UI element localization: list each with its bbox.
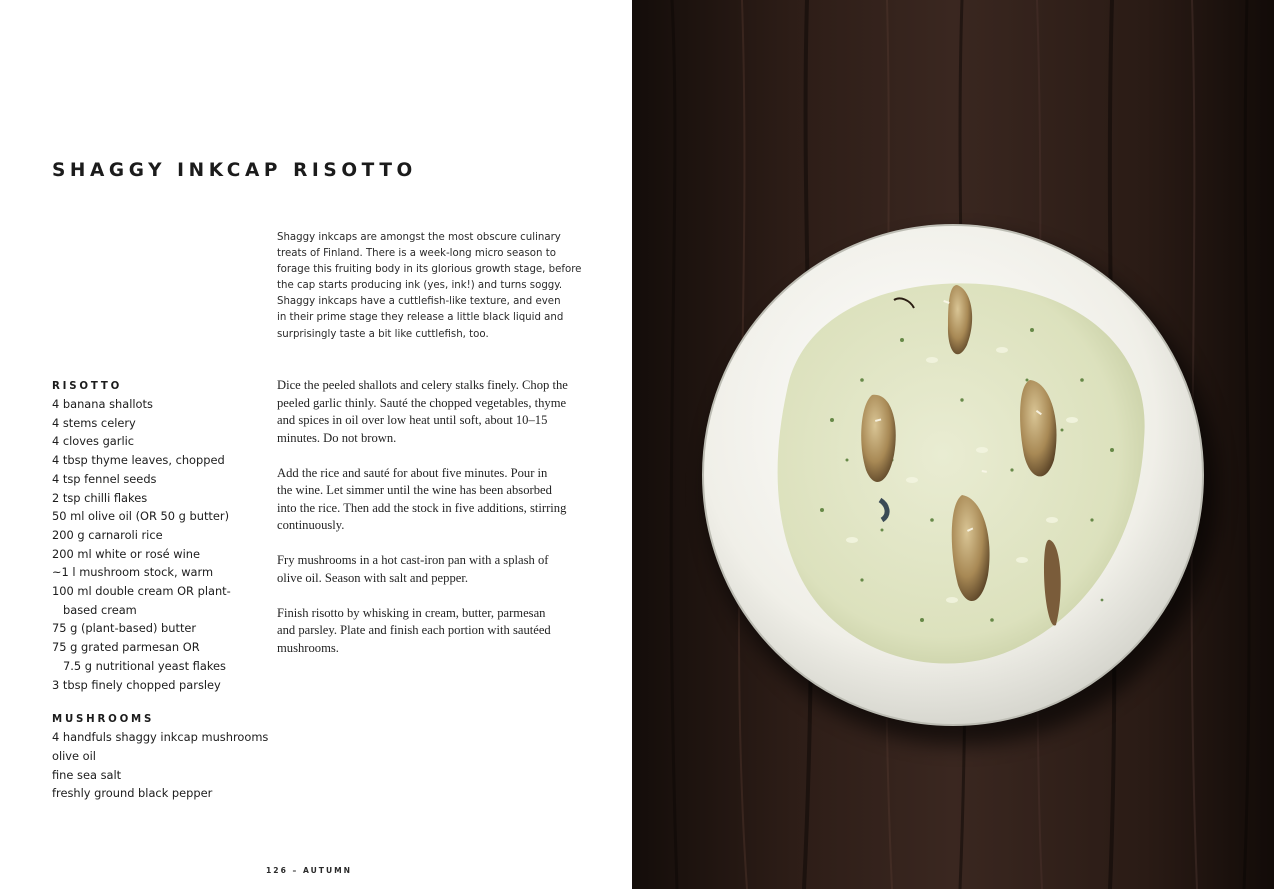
method-line: and parsley. Plate and finish each portion with sautéed: [277, 623, 551, 638]
ingredient-item: 200 ml white or rosé wine: [52, 546, 200, 561]
risotto-ingredient-list: [52, 395, 277, 694]
ingredient-item: 200 g carnaroli rice: [52, 527, 163, 542]
method-line: Add the rice and sauté for about five minutes. Pour in: [277, 465, 548, 480]
ingredient-item: ~1 l mushroom stock, warm: [52, 565, 214, 580]
ingredient-item: 3 tbsp finely chopped parsley: [52, 677, 221, 692]
intro-line: Shaggy inkcaps are amongst the most obscure culinary: [277, 232, 561, 243]
ingredient-item: 4 cloves garlic: [52, 434, 135, 449]
risotto-heading: RISOTTO: [52, 381, 123, 392]
ingredient-item: 4 tbsp thyme leaves, chopped: [52, 453, 225, 468]
risotto-photo: [632, 0, 1274, 889]
intro-line: in their prime stage they release a little black liquid and: [277, 312, 564, 324]
method-line: into the rice. Then add the stock in five additions, stirring: [277, 500, 567, 515]
section-spacer: [52, 694, 277, 712]
ingredient-item: 75 g grated parmesan OR: [52, 640, 200, 655]
intro-line: surprisingly taste a bit like cuttlefish, too.: [277, 328, 489, 340]
ingredient-item: 100 ml double cream OR plant-: [52, 584, 231, 599]
ingredient-item: 4 handfuls shaggy inkcap mushrooms: [52, 730, 269, 745]
mushroom-ingredient-list: [52, 728, 277, 803]
method-steps: [277, 377, 577, 674]
method-line: Finish risotto by whisking in cream, butter, parmesan: [277, 605, 546, 620]
method-line: the wine. Let simmer until the wine has been absorbed: [277, 483, 552, 498]
recipe-title: SHAGGY INKCAP RISOTTO: [52, 160, 417, 181]
method-step: [277, 377, 577, 447]
recipe-intro: [277, 230, 582, 343]
ingredient-item-continued: 7.5 g nutritional yeast flakes: [63, 658, 226, 673]
risotto-photo-svg: [632, 0, 1274, 889]
method-line: mushrooms.: [277, 640, 339, 655]
intro-line: forage this fruiting body in its glorious growth stage, before: [277, 264, 582, 276]
page-number: 126: [266, 866, 288, 875]
ingredient-item: olive oil: [52, 748, 96, 763]
ingredient-item: 4 stems celery: [52, 415, 136, 430]
intro-line: the cap starts producing ink (yes, ink!) and turns soggy.: [277, 280, 563, 292]
method-step: [277, 552, 577, 587]
method-step: [277, 605, 577, 658]
ingredient-item: 4 tsp fennel seeds: [52, 471, 157, 486]
ingredients-column: [52, 379, 277, 803]
ingredient-item-continued: based cream: [63, 602, 137, 617]
ingredient-item: 4 banana shallots: [52, 397, 153, 411]
ingredient-item: fine sea salt: [52, 767, 122, 782]
method-line: Fry mushrooms in a hot cast-iron pan with a splash of: [277, 553, 549, 568]
intro-line: treats of Finland. There is a week-long micro season to: [277, 248, 556, 260]
intro-line: Shaggy inkcaps have a cuttlefish-like texture, and even: [277, 296, 561, 308]
method-line: minutes. Do not brown.: [277, 430, 397, 445]
recipe-page: [0, 0, 632, 889]
method-line: and spices in oil over low heat until soft, about 10–15: [277, 413, 548, 428]
mushrooms-heading: MUSHROOMS: [52, 714, 155, 726]
ingredient-item: 75 g (plant-based) butter: [52, 621, 197, 636]
ingredient-item: 50 ml olive oil (OR 50 g butter): [52, 509, 230, 524]
method-line: peeled garlic thinly. Sauté the chopped vegetables, thyme: [277, 395, 567, 410]
method-line: olive oil. Season with salt and pepper.: [277, 570, 468, 585]
ingredient-item: freshly ground black pepper: [52, 786, 213, 801]
method-line: Dice the peeled shallots and celery stalks finely. Chop the: [277, 378, 568, 392]
method-step: [277, 465, 577, 535]
section-name: AUTUMN: [302, 866, 353, 875]
page-footer: [266, 866, 352, 875]
method-line: continuously.: [277, 518, 345, 533]
ingredient-item: 2 tsp chilli flakes: [52, 490, 148, 505]
footer-separator: –: [292, 866, 299, 875]
